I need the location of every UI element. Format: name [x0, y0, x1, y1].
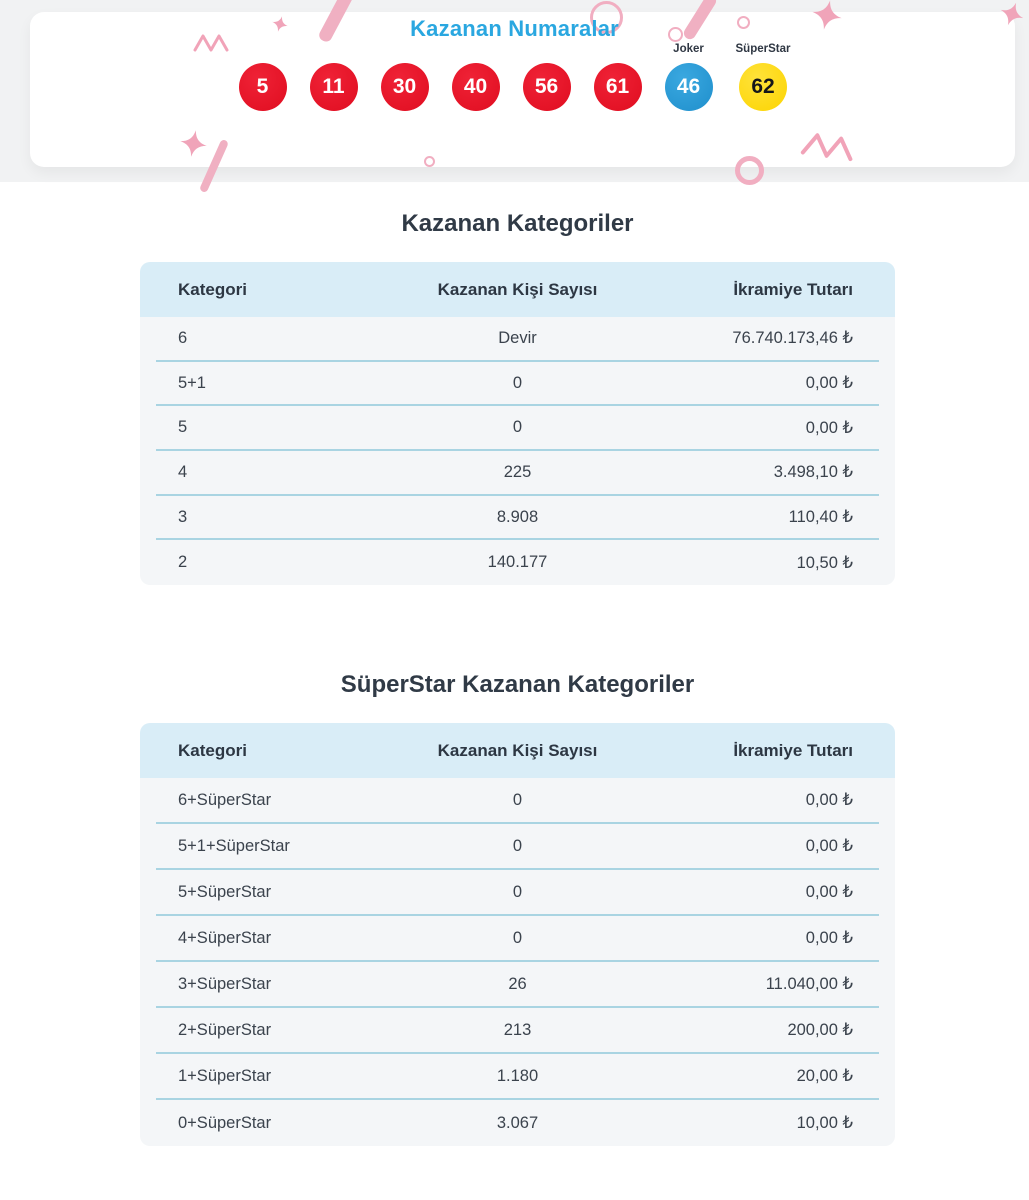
kazanan-kategoriler-table [140, 262, 895, 585]
winning-numbers-title: Kazanan Numaralar [410, 16, 619, 41]
table-row [156, 962, 879, 1008]
column-header-kategori: Kategori [178, 279, 247, 299]
table-body [140, 317, 895, 585]
column-header-kisi-sayisi: Kazanan Kişi Sayısı [437, 740, 598, 760]
ball-group [665, 43, 713, 111]
winning-ball: 5 [239, 63, 287, 111]
ball-group [594, 43, 642, 111]
winning-ball: 61 [594, 63, 642, 111]
winner-count-cell: 0 [512, 373, 523, 392]
winner-count-cell: 140.177 [487, 553, 548, 572]
category-cell: 6+SüperStar [178, 790, 272, 809]
prize-amount-cell: 10,50 ₺ [796, 553, 853, 572]
table-header-row [140, 723, 895, 778]
column-header-kisi-sayisi: Kazanan Kişi Sayısı [437, 279, 598, 299]
winner-count-cell: 1.180 [496, 1066, 539, 1085]
category-cell: 2 [178, 553, 188, 572]
category-cell: 4+SüperStar [178, 928, 272, 947]
table-row [156, 1100, 879, 1146]
category-cell: 0+SüperStar [178, 1113, 272, 1132]
table-row [156, 778, 879, 824]
prize-amount-cell: 0,00 ₺ [805, 374, 853, 393]
ball-group [523, 43, 571, 111]
column-header-ikramiye: İkramiye Tutarı [733, 279, 853, 299]
ball-group [381, 43, 429, 111]
winner-count-cell: 26 [508, 974, 527, 993]
superstar-label: SüperStar [735, 43, 791, 55]
table-row [156, 451, 879, 496]
joker-ball: 46 [665, 63, 713, 111]
category-cell: 3 [178, 507, 188, 526]
winner-count-cell: 0 [512, 928, 523, 947]
table-body [140, 778, 895, 1146]
winner-count-cell: Devir [498, 328, 537, 347]
joker-label: Joker [673, 43, 704, 55]
category-cell: 4 [178, 462, 188, 481]
prize-amount-cell: 0,00 ₺ [805, 791, 853, 810]
winner-count-cell: 213 [503, 1020, 532, 1039]
table-row [156, 362, 879, 407]
category-cell: 6 [178, 328, 188, 347]
prize-amount-cell: 0,00 ₺ [805, 418, 853, 437]
winner-count-cell: 0 [512, 418, 523, 437]
superstar-ball: 62 [739, 63, 787, 111]
prize-amount-cell: 10,00 ₺ [796, 1114, 853, 1133]
category-cell: 5+SüperStar [178, 882, 272, 901]
column-header-ikramiye: İkramiye Tutarı [733, 740, 853, 760]
table-row [156, 824, 879, 870]
winning-ball: 56 [523, 63, 571, 111]
prize-amount-cell: 76.740.173,46 ₺ [732, 329, 853, 348]
prize-amount-cell: 200,00 ₺ [787, 1021, 853, 1040]
superstar-kategoriler-table [140, 723, 895, 1146]
prize-amount-cell: 110,40 ₺ [788, 508, 853, 527]
prize-amount-cell: 3.498,10 ₺ [773, 463, 853, 482]
table-row [156, 1054, 879, 1100]
winner-count-cell: 225 [503, 462, 532, 481]
table-row [156, 496, 879, 541]
category-cell: 3+SüperStar [178, 974, 272, 993]
ball-group [239, 43, 287, 111]
prize-amount-cell: 0,00 ₺ [805, 929, 853, 948]
table-row [156, 1008, 879, 1054]
prize-amount-cell: 0,00 ₺ [805, 883, 853, 902]
winner-count-cell: 0 [512, 836, 523, 855]
winning-ball: 11 [310, 63, 358, 111]
table-row [156, 406, 879, 451]
ball-group [452, 43, 500, 111]
winning-ball: 30 [381, 63, 429, 111]
category-cell: 1+SüperStar [178, 1066, 272, 1085]
table-row [156, 540, 879, 585]
winner-count-cell: 8.908 [496, 507, 539, 526]
prize-amount-cell: 20,00 ₺ [796, 1067, 853, 1086]
balls-row [0, 43, 1029, 111]
prize-amount-cell: 0,00 ₺ [805, 837, 853, 856]
category-cell: 5 [178, 418, 188, 437]
table-row [156, 870, 879, 916]
winner-count-cell: 0 [512, 882, 523, 901]
prize-amount-cell: 11.040,00 ₺ [765, 975, 853, 994]
table-title-kazanan-kategoriler: Kazanan Kategoriler [401, 210, 634, 237]
category-cell: 5+1+SüperStar [178, 836, 290, 855]
table-title-superstar-kategoriler: SüperStar Kazanan Kategoriler [340, 671, 695, 699]
winner-count-cell: 0 [512, 790, 523, 809]
category-cell: 2+SüperStar [178, 1020, 272, 1039]
table-header-row [140, 262, 895, 317]
ball-group [736, 43, 791, 111]
table-row [156, 916, 879, 962]
ball-group [310, 43, 358, 111]
table-row [156, 317, 879, 362]
winner-count-cell: 3.067 [496, 1113, 539, 1132]
winning-numbers-section [0, 0, 1029, 182]
winning-ball: 40 [452, 63, 500, 111]
column-header-kategori: Kategori [178, 740, 247, 760]
category-cell: 5+1 [178, 373, 206, 392]
